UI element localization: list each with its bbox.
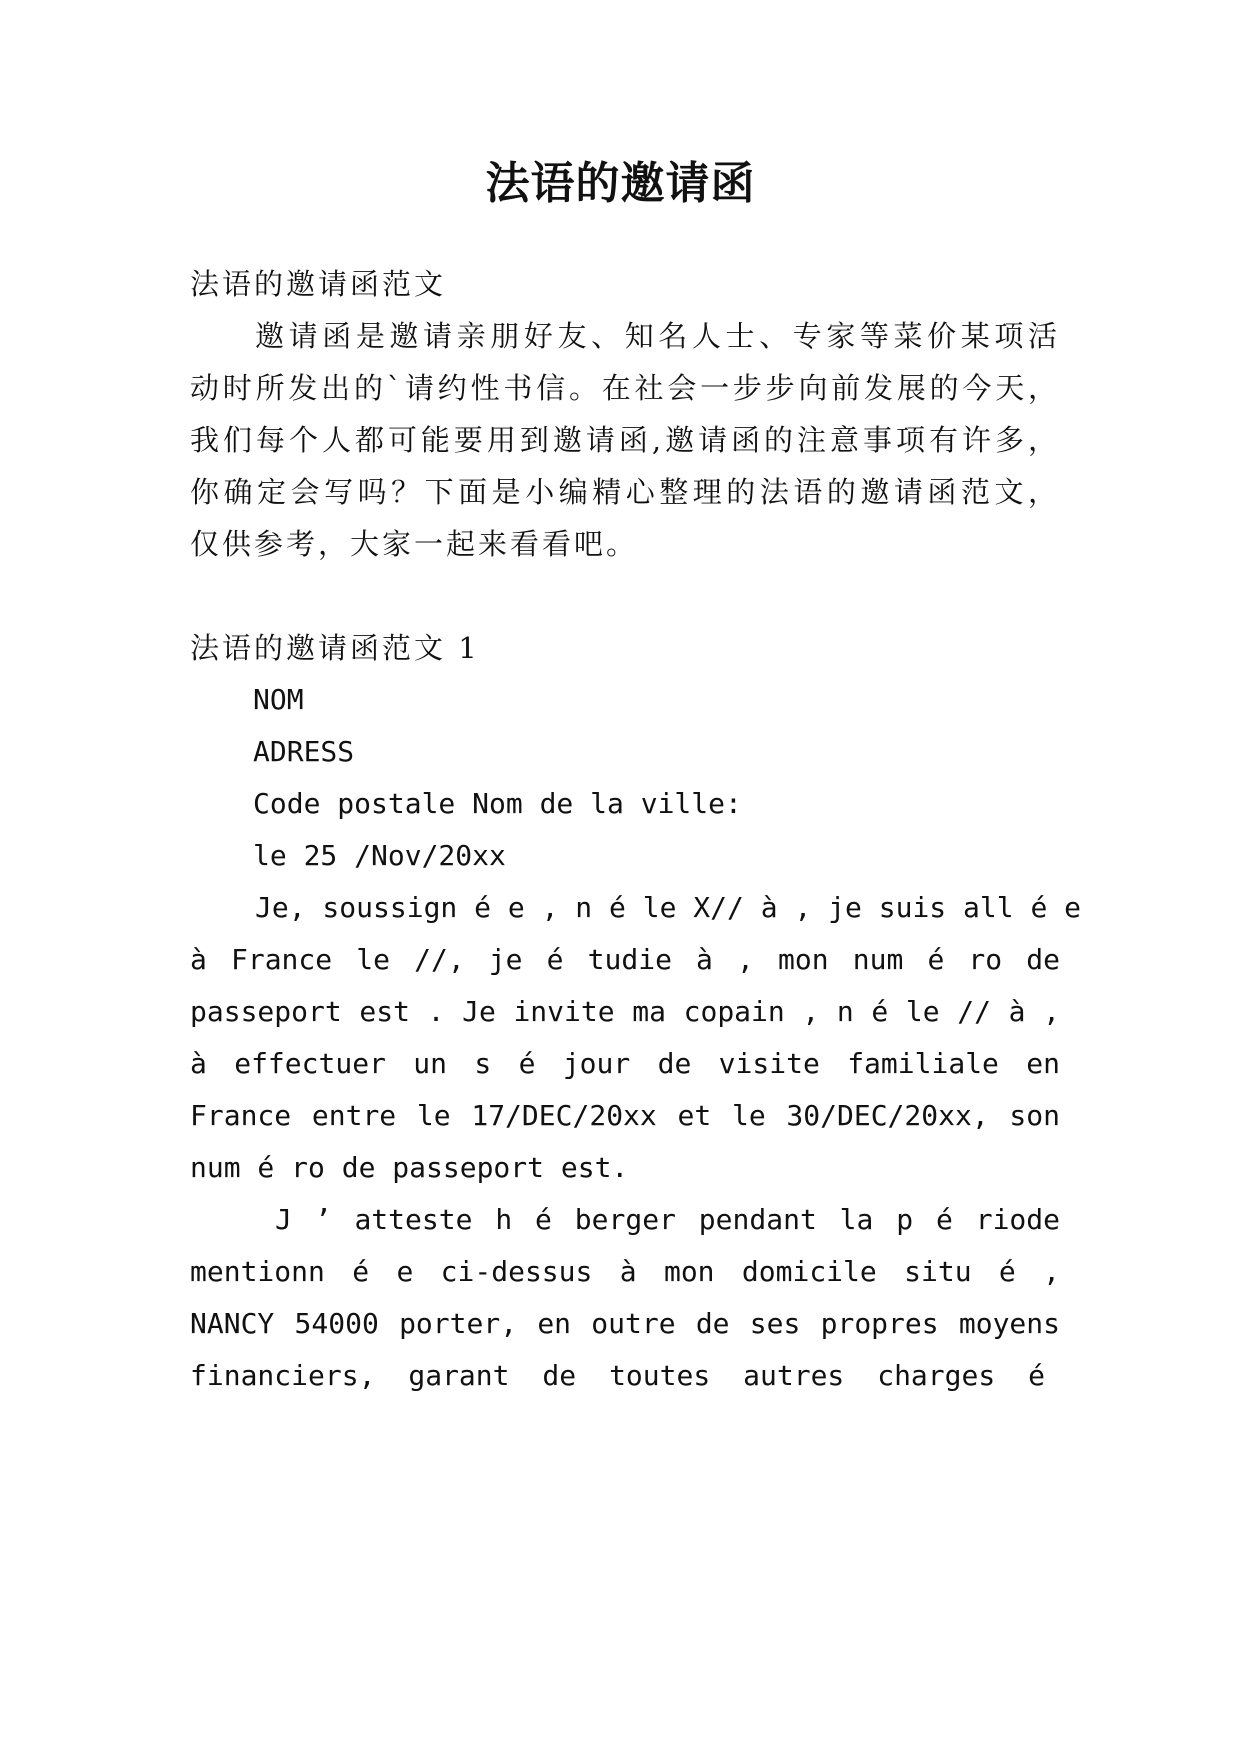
paragraph1-line: num é ro de passeport est. [190,1151,629,1184]
intro-line: 动时所发出的`请约性书信。在社会一步步向前发展的今天， [190,371,1060,405]
intro-line: 邀请函是邀请亲朋好友、知名人士、专家等菜价某项活 [255,319,1060,353]
intro-line: 我们每个人都可能要用到邀请函,邀请函的注意事项有许多， [190,423,1060,457]
document-title: 法语的邀请函 [485,158,756,209]
intro-line: 你确定会写吗？下面是小编精心整理的法语的邀请函范文， [190,475,1060,509]
paragraph1-line: France entre le 17/DEC/20xx et le 30/DEC/20xx, son [190,1099,1060,1132]
sample-heading: 法语的邀请函范文 1 [190,631,480,665]
paragraph1-line: passeport est . Je invite ma copain , n é le // à , [190,995,1060,1028]
paragraph2-line: NANCY 54000 porter, en outre de ses propres moyens [190,1307,1060,1340]
paragraph1-line: Je, soussign é e , n é le X// à , je suis all é e [255,891,1082,924]
paragraph1-line: à effectuer un s é jour de visite familiale en [190,1047,1060,1080]
letter-header-name: NOM [253,683,304,716]
letter-header-city: Code postale Nom de la ville: [253,787,742,820]
paragraph2-line: financiers, garant de toutes autres charges é [190,1359,1045,1392]
intro-heading: 法语的邀请函范文 [190,267,447,301]
paragraph2-line: mentionn é e ci-dessus à mon domicile situ é , [190,1255,1060,1288]
letter-header-address: ADRESS [253,735,355,768]
paragraph1-line: à France le //, je é tudie à , mon num é ro de [190,943,1060,976]
letter-header-date: le 25 /Nov/20xx [253,839,506,872]
intro-line: 仅供参考，大家一起来看看吧。 [190,527,639,561]
paragraph2-line: J ’ atteste h é berger pendant la p é riode [275,1203,1060,1236]
